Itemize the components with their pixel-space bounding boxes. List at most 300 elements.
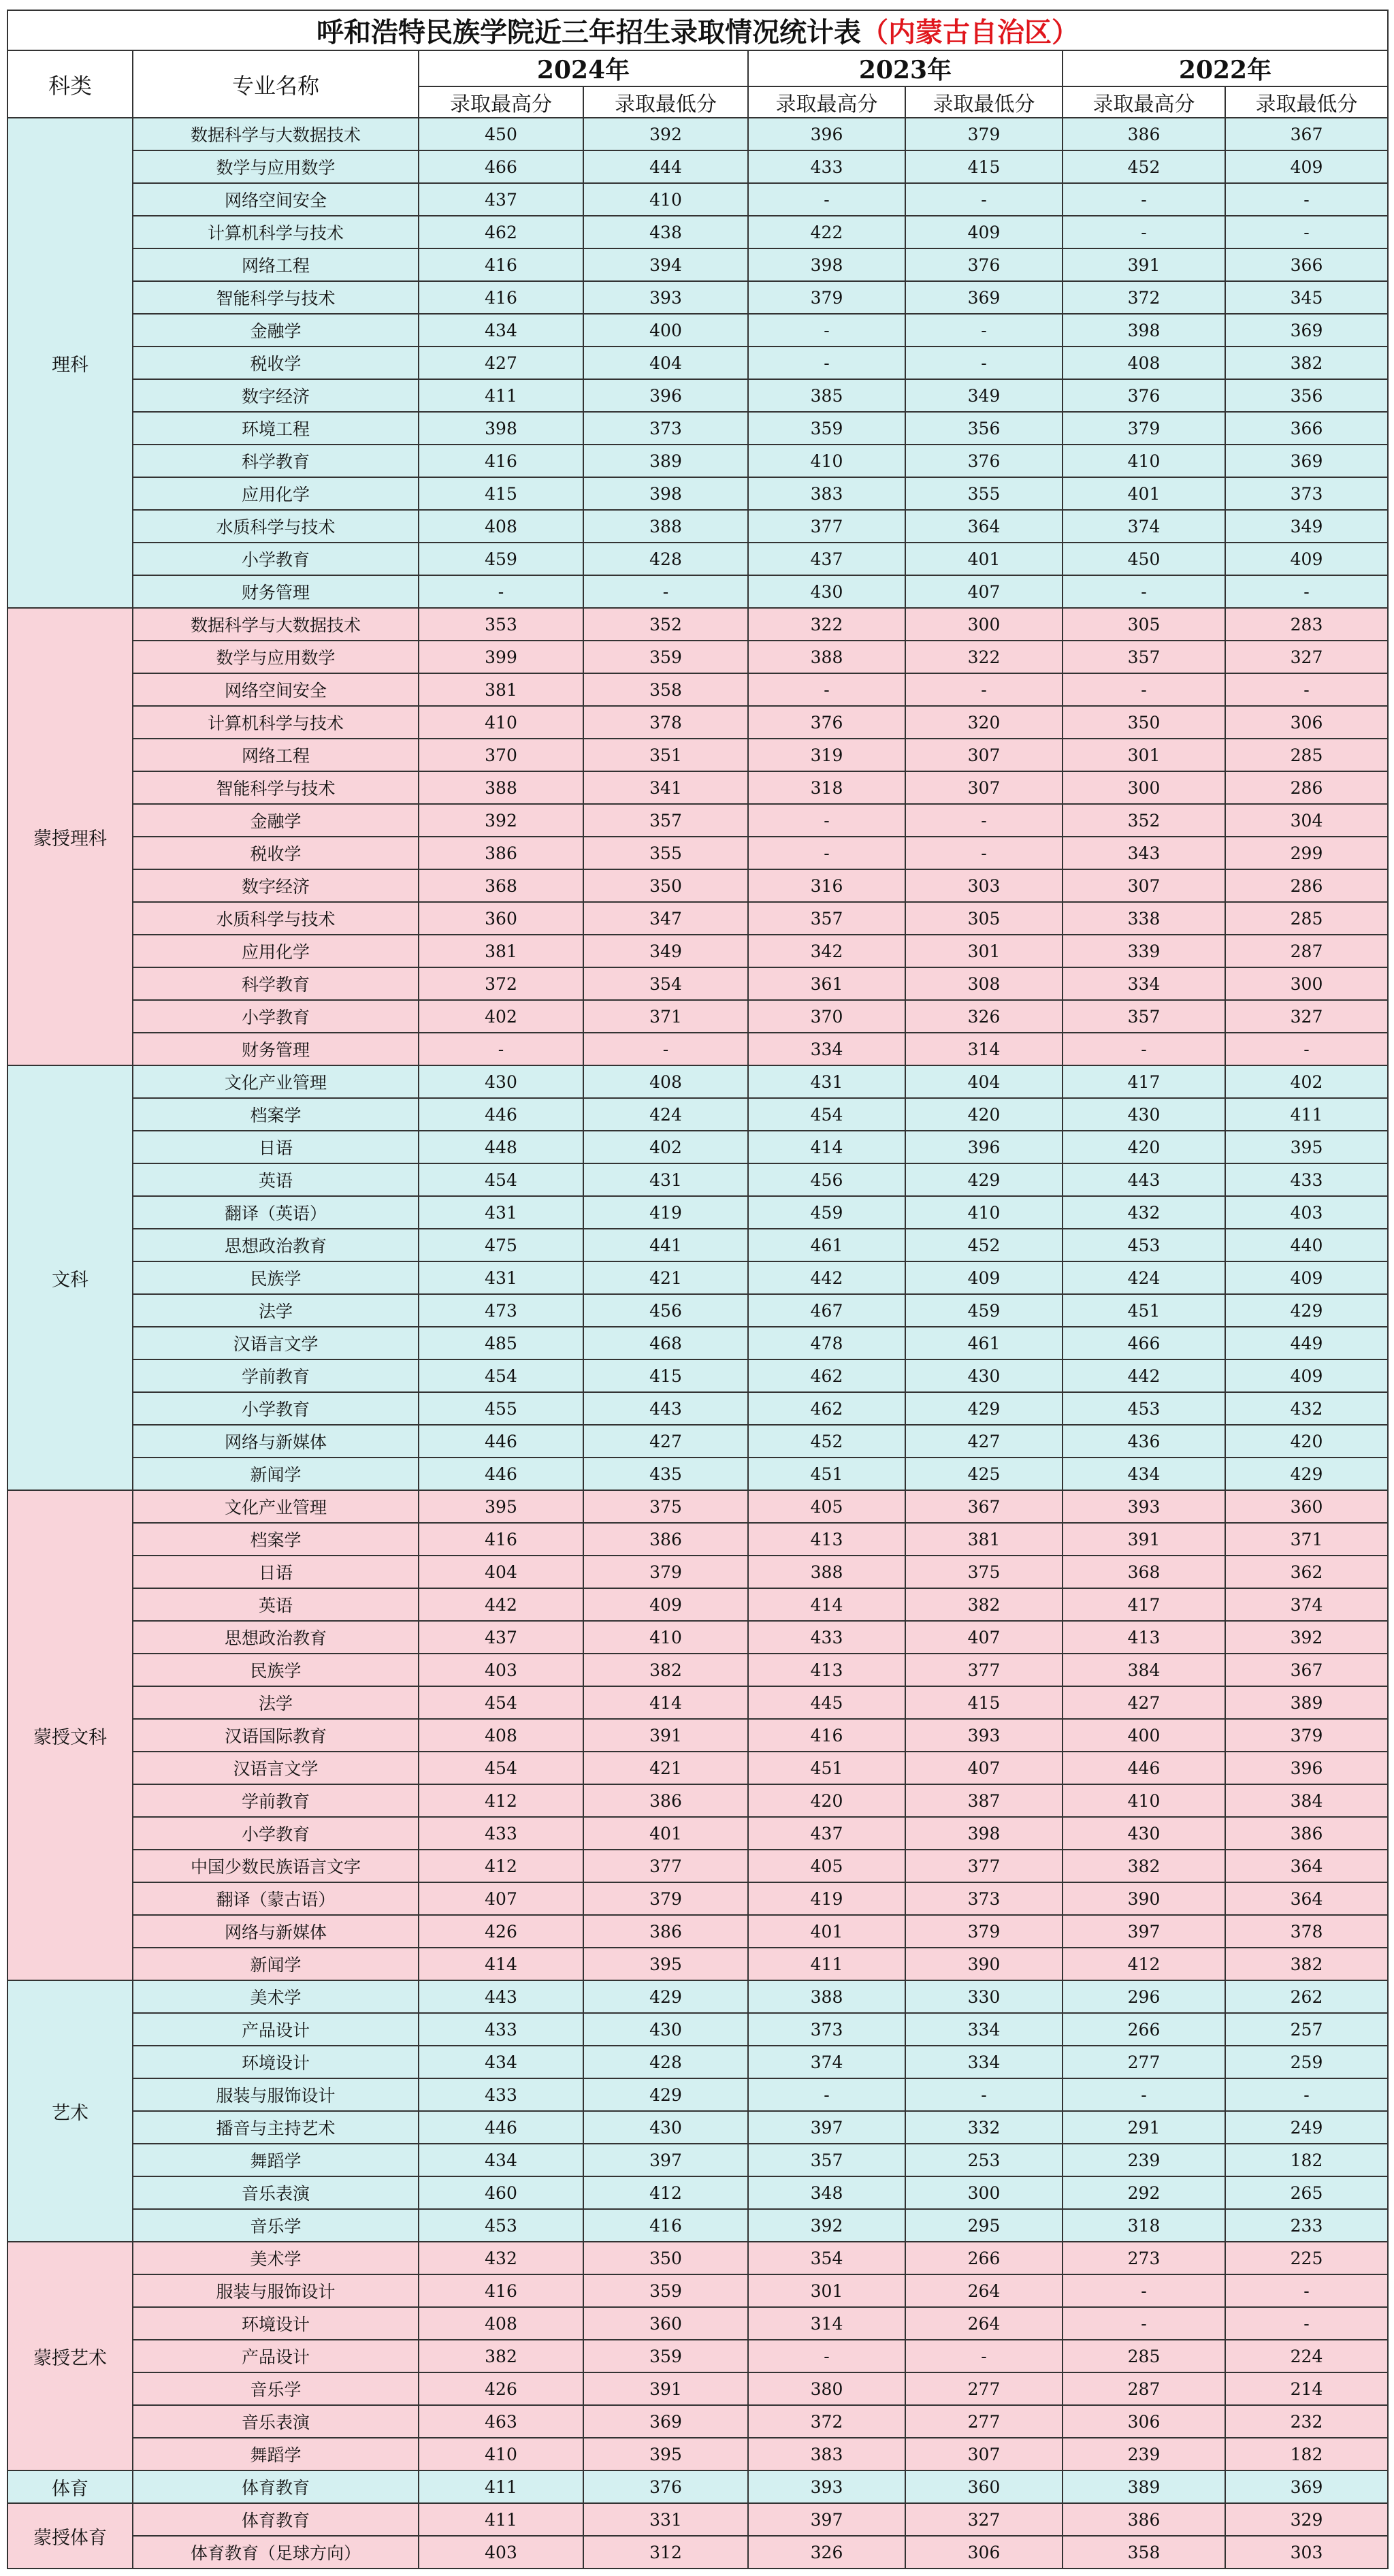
major-name-cell: 科学教育 [133, 967, 419, 1000]
score-min-2024-cell: 430 [583, 2013, 748, 2046]
score-min-2024-cell: 393 [583, 281, 748, 314]
score-max-2022-cell: 390 [1063, 1882, 1225, 1915]
table-row [7, 281, 1388, 314]
score-max-2024-cell: 437 [419, 1621, 583, 1654]
table-row [7, 1915, 1388, 1948]
score-max-2022-cell: 307 [1063, 869, 1225, 902]
score-min-2022-cell: - [1225, 1033, 1388, 1065]
major-name-cell: 服装与服饰设计 [133, 2078, 419, 2111]
score-min-2024-cell: 375 [583, 1490, 748, 1523]
score-max-2022-cell: 412 [1063, 1948, 1225, 1980]
table-row [7, 2242, 1388, 2274]
table-row [7, 2307, 1388, 2340]
score-max-2024-cell: 431 [419, 1261, 583, 1294]
score-max-2024-cell: 412 [419, 1784, 583, 1817]
score-min-2024-cell: 456 [583, 1294, 748, 1327]
score-min-2022-cell: 392 [1225, 1621, 1388, 1654]
score-max-2023-cell: 318 [748, 771, 905, 804]
score-min-2022-cell: 429 [1225, 1458, 1388, 1490]
score-max-2023-cell: - [748, 2078, 905, 2111]
score-max-2024-cell: 446 [419, 2111, 583, 2144]
score-max-2024-cell: 454 [419, 1686, 583, 1719]
major-name-cell: 小学教育 [133, 543, 419, 575]
score-min-2024-cell: 349 [583, 935, 748, 967]
score-min-2023-cell: 300 [905, 608, 1063, 641]
score-min-2024-cell: 421 [583, 1752, 748, 1784]
score-min-2022-cell: - [1225, 2307, 1388, 2340]
score-max-2023-cell: 361 [748, 967, 905, 1000]
score-min-2022-cell: 395 [1225, 1131, 1388, 1163]
score-max-2024-cell: 415 [419, 477, 583, 510]
score-max-2022-cell: 451 [1063, 1294, 1225, 1327]
header-min-2023: 录取最低分 [905, 86, 1063, 118]
score-max-2024-cell: 466 [419, 150, 583, 183]
table-row [7, 379, 1388, 412]
score-max-2024-cell: 416 [419, 281, 583, 314]
score-min-2022-cell: 420 [1225, 1425, 1388, 1458]
score-min-2024-cell: 416 [583, 2209, 748, 2242]
score-min-2022-cell: 403 [1225, 1196, 1388, 1229]
score-min-2024-cell: 438 [583, 216, 748, 248]
table-row [7, 1065, 1388, 1098]
score-max-2022-cell: 413 [1063, 1621, 1225, 1654]
score-max-2022-cell: 417 [1063, 1588, 1225, 1621]
score-max-2023-cell: 388 [748, 1980, 905, 2013]
table-row [7, 869, 1388, 902]
score-min-2023-cell: - [905, 837, 1063, 869]
score-max-2022-cell: 339 [1063, 935, 1225, 967]
score-min-2024-cell: 410 [583, 183, 748, 216]
score-max-2024-cell: 416 [419, 248, 583, 281]
major-name-cell: 金融学 [133, 804, 419, 837]
score-min-2024-cell: 357 [583, 804, 748, 837]
score-max-2023-cell: 380 [748, 2372, 905, 2405]
major-name-cell: 数据科学与大数据技术 [133, 118, 419, 150]
major-name-cell: 体育教育 [133, 2503, 419, 2536]
score-max-2022-cell: 334 [1063, 967, 1225, 1000]
score-min-2022-cell: 371 [1225, 1523, 1388, 1556]
score-min-2023-cell: 377 [905, 1850, 1063, 1882]
score-min-2024-cell: 388 [583, 510, 748, 543]
score-min-2022-cell: - [1225, 2078, 1388, 2111]
score-min-2022-cell: 225 [1225, 2242, 1388, 2274]
score-max-2024-cell: 353 [419, 608, 583, 641]
score-max-2022-cell: 273 [1063, 2242, 1225, 2274]
score-max-2022-cell: 239 [1063, 2144, 1225, 2176]
score-max-2023-cell: 456 [748, 1163, 905, 1196]
major-name-cell: 汉语国际教育 [133, 1719, 419, 1752]
table-body [7, 118, 1388, 2569]
score-max-2022-cell: 296 [1063, 1980, 1225, 2013]
score-max-2023-cell: 414 [748, 1588, 905, 1621]
major-name-cell: 水质科学与技术 [133, 510, 419, 543]
major-name-cell: 税收学 [133, 837, 419, 869]
header-year-2024: 2024年 [419, 50, 748, 86]
major-name-cell: 计算机科学与技术 [133, 216, 419, 248]
score-min-2023-cell: 376 [905, 248, 1063, 281]
score-min-2023-cell: 301 [905, 935, 1063, 967]
score-max-2022-cell: - [1063, 1033, 1225, 1065]
score-max-2023-cell: 301 [748, 2274, 905, 2307]
score-min-2022-cell: 257 [1225, 2013, 1388, 2046]
major-name-cell: 翻译（蒙古语） [133, 1882, 419, 1915]
score-max-2024-cell: 410 [419, 2438, 583, 2470]
table-row [7, 1490, 1388, 1523]
table-row [7, 2405, 1388, 2438]
score-min-2023-cell: 409 [905, 1261, 1063, 1294]
score-min-2023-cell: 305 [905, 902, 1063, 935]
score-max-2024-cell: 463 [419, 2405, 583, 2438]
major-name-cell: 日语 [133, 1131, 419, 1163]
score-max-2022-cell: 453 [1063, 1229, 1225, 1261]
score-max-2022-cell: 466 [1063, 1327, 1225, 1359]
category-cell: 文科 [7, 1065, 133, 1490]
score-min-2024-cell: 394 [583, 248, 748, 281]
score-min-2023-cell: 407 [905, 1752, 1063, 1784]
score-max-2023-cell: - [748, 183, 905, 216]
score-min-2024-cell: 369 [583, 2405, 748, 2438]
score-max-2022-cell: - [1063, 673, 1225, 706]
score-min-2022-cell: 366 [1225, 412, 1388, 445]
score-min-2023-cell: - [905, 804, 1063, 837]
score-max-2022-cell: 382 [1063, 1850, 1225, 1882]
major-name-cell: 美术学 [133, 1980, 419, 2013]
score-max-2023-cell: 433 [748, 1621, 905, 1654]
score-max-2024-cell: 446 [419, 1098, 583, 1131]
score-max-2023-cell: 398 [748, 248, 905, 281]
score-max-2023-cell: 316 [748, 869, 905, 902]
score-max-2023-cell: 334 [748, 1033, 905, 1065]
score-max-2022-cell: 318 [1063, 2209, 1225, 2242]
score-min-2023-cell: 415 [905, 150, 1063, 183]
score-min-2023-cell: 264 [905, 2274, 1063, 2307]
score-min-2022-cell: 432 [1225, 1392, 1388, 1425]
score-max-2023-cell: 388 [748, 1556, 905, 1588]
score-min-2023-cell: 277 [905, 2405, 1063, 2438]
table-row [7, 2503, 1388, 2536]
table-row [7, 935, 1388, 967]
score-max-2022-cell: - [1063, 2307, 1225, 2340]
score-min-2023-cell: - [905, 347, 1063, 379]
score-min-2023-cell: 320 [905, 706, 1063, 739]
score-max-2024-cell: 381 [419, 673, 583, 706]
major-name-cell: 智能科学与技术 [133, 771, 419, 804]
score-max-2023-cell: 459 [748, 1196, 905, 1229]
table-row [7, 1850, 1388, 1882]
score-max-2024-cell: 434 [419, 2046, 583, 2078]
score-max-2024-cell: 430 [419, 1065, 583, 1098]
table-row [7, 967, 1388, 1000]
score-max-2023-cell: 393 [748, 2470, 905, 2503]
table-row [7, 2438, 1388, 2470]
score-min-2023-cell: 356 [905, 412, 1063, 445]
score-max-2022-cell: 436 [1063, 1425, 1225, 1458]
major-name-cell: 网络空间安全 [133, 673, 419, 706]
score-max-2022-cell: 452 [1063, 150, 1225, 183]
score-max-2023-cell: - [748, 804, 905, 837]
table-row [7, 608, 1388, 641]
table-row [7, 1784, 1388, 1817]
header-year-2023: 2023年 [748, 50, 1063, 86]
score-min-2023-cell: 367 [905, 1490, 1063, 1523]
score-min-2023-cell: 277 [905, 2372, 1063, 2405]
score-min-2024-cell: 435 [583, 1458, 748, 1490]
score-max-2023-cell: 342 [748, 935, 905, 967]
score-min-2024-cell: 352 [583, 608, 748, 641]
table-row [7, 1948, 1388, 1980]
score-max-2022-cell: 410 [1063, 1784, 1225, 1817]
score-max-2024-cell: 434 [419, 2144, 583, 2176]
major-name-cell: 小学教育 [133, 1000, 419, 1033]
major-name-cell: 小学教育 [133, 1817, 419, 1850]
score-max-2023-cell: 431 [748, 1065, 905, 1098]
score-max-2024-cell: 426 [419, 1915, 583, 1948]
score-max-2024-cell: 410 [419, 706, 583, 739]
score-max-2022-cell: 446 [1063, 1752, 1225, 1784]
category-cell: 体育 [7, 2470, 133, 2503]
score-min-2023-cell: 307 [905, 771, 1063, 804]
score-min-2022-cell: 369 [1225, 2470, 1388, 2503]
major-name-cell: 网络工程 [133, 739, 419, 771]
score-min-2023-cell: 373 [905, 1882, 1063, 1915]
table-row [7, 1752, 1388, 1784]
score-max-2022-cell: 352 [1063, 804, 1225, 837]
major-name-cell: 法学 [133, 1294, 419, 1327]
header-min-2022: 录取最低分 [1225, 86, 1388, 118]
score-min-2023-cell: 409 [905, 216, 1063, 248]
score-min-2022-cell: 411 [1225, 1098, 1388, 1131]
score-max-2022-cell: - [1063, 575, 1225, 608]
score-max-2023-cell: - [748, 673, 905, 706]
score-max-2023-cell: 420 [748, 1784, 905, 1817]
table-row [7, 1654, 1388, 1686]
major-name-cell: 汉语言文学 [133, 1327, 419, 1359]
table-row [7, 1327, 1388, 1359]
header-major: 专业名称 [133, 50, 419, 118]
major-name-cell: 文化产业管理 [133, 1490, 419, 1523]
table-row [7, 1686, 1388, 1719]
score-min-2022-cell: 285 [1225, 902, 1388, 935]
table-row [7, 2046, 1388, 2078]
score-max-2024-cell: - [419, 1033, 583, 1065]
major-name-cell: 音乐表演 [133, 2405, 419, 2438]
table-row [7, 1588, 1388, 1621]
score-min-2024-cell: 424 [583, 1098, 748, 1131]
score-min-2024-cell: 400 [583, 314, 748, 347]
score-min-2024-cell: 359 [583, 641, 748, 673]
score-max-2022-cell: 291 [1063, 2111, 1225, 2144]
score-max-2024-cell: 370 [419, 739, 583, 771]
score-min-2022-cell: 433 [1225, 1163, 1388, 1196]
score-min-2023-cell: 334 [905, 2046, 1063, 2078]
score-max-2024-cell: 412 [419, 1850, 583, 1882]
score-max-2022-cell: 408 [1063, 347, 1225, 379]
score-min-2022-cell: 286 [1225, 869, 1388, 902]
score-min-2022-cell: 373 [1225, 477, 1388, 510]
score-max-2024-cell: 408 [419, 510, 583, 543]
table-row [7, 2470, 1388, 2503]
score-max-2023-cell: 437 [748, 1817, 905, 1850]
table-row [7, 216, 1388, 248]
score-min-2024-cell: 444 [583, 150, 748, 183]
score-max-2022-cell: 450 [1063, 543, 1225, 575]
score-max-2022-cell: 350 [1063, 706, 1225, 739]
category-cell: 理科 [7, 118, 133, 608]
score-max-2022-cell: 301 [1063, 739, 1225, 771]
score-max-2024-cell: 450 [419, 118, 583, 150]
score-min-2023-cell: 387 [905, 1784, 1063, 1817]
admission-stats-table [7, 10, 1389, 2569]
score-min-2022-cell: 382 [1225, 347, 1388, 379]
major-name-cell: 新闻学 [133, 1458, 419, 1490]
score-max-2024-cell: 442 [419, 1588, 583, 1621]
category-cell: 蒙授理科 [7, 608, 133, 1065]
major-name-cell: 日语 [133, 1556, 419, 1588]
table-row [7, 2144, 1388, 2176]
score-min-2023-cell: 396 [905, 1131, 1063, 1163]
score-max-2022-cell: 357 [1063, 1000, 1225, 1033]
score-min-2022-cell: 389 [1225, 1686, 1388, 1719]
score-max-2024-cell: 432 [419, 2242, 583, 2274]
major-name-cell: 应用化学 [133, 935, 419, 967]
table-row [7, 1556, 1388, 1588]
score-min-2023-cell: 376 [905, 445, 1063, 477]
score-max-2023-cell: 410 [748, 445, 905, 477]
score-min-2022-cell: 303 [1225, 2536, 1388, 2569]
score-min-2022-cell: 386 [1225, 1817, 1388, 1850]
major-name-cell: 中国少数民族语言文字 [133, 1850, 419, 1882]
score-min-2022-cell: 345 [1225, 281, 1388, 314]
score-min-2022-cell: 182 [1225, 2438, 1388, 2470]
table-row [7, 2078, 1388, 2111]
score-min-2022-cell: 409 [1225, 543, 1388, 575]
score-min-2023-cell: 379 [905, 1915, 1063, 1948]
score-min-2024-cell: 412 [583, 2176, 748, 2209]
score-min-2022-cell: - [1225, 183, 1388, 216]
score-min-2023-cell: 253 [905, 2144, 1063, 2176]
score-min-2023-cell: 355 [905, 477, 1063, 510]
score-min-2024-cell: 428 [583, 543, 748, 575]
score-min-2024-cell: 409 [583, 1588, 748, 1621]
score-max-2022-cell: 410 [1063, 445, 1225, 477]
score-max-2022-cell: 427 [1063, 1686, 1225, 1719]
header-category: 科类 [7, 50, 133, 118]
score-max-2023-cell: 396 [748, 118, 905, 150]
score-max-2023-cell: 374 [748, 2046, 905, 2078]
score-max-2024-cell: 475 [419, 1229, 583, 1261]
score-max-2022-cell: 305 [1063, 608, 1225, 641]
table-row [7, 1261, 1388, 1294]
major-name-cell: 汉语言文学 [133, 1752, 419, 1784]
score-min-2024-cell: 414 [583, 1686, 748, 1719]
score-min-2023-cell: 415 [905, 1686, 1063, 1719]
score-min-2024-cell: 430 [583, 2111, 748, 2144]
score-min-2024-cell: 354 [583, 967, 748, 1000]
score-min-2022-cell: 429 [1225, 1294, 1388, 1327]
score-max-2024-cell: 382 [419, 2340, 583, 2372]
table-row [7, 804, 1388, 837]
score-max-2022-cell: 384 [1063, 1654, 1225, 1686]
score-min-2022-cell: 327 [1225, 641, 1388, 673]
score-min-2023-cell: 360 [905, 2470, 1063, 2503]
score-min-2022-cell: 449 [1225, 1327, 1388, 1359]
score-max-2022-cell: 391 [1063, 1523, 1225, 1556]
major-name-cell: 音乐学 [133, 2209, 419, 2242]
score-max-2024-cell: 411 [419, 379, 583, 412]
score-min-2023-cell: 327 [905, 2503, 1063, 2536]
table-row [7, 150, 1388, 183]
score-min-2023-cell: 375 [905, 1556, 1063, 1588]
score-max-2024-cell: 455 [419, 1392, 583, 1425]
score-min-2023-cell: 398 [905, 1817, 1063, 1850]
score-max-2024-cell: 446 [419, 1458, 583, 1490]
score-min-2023-cell: 307 [905, 2438, 1063, 2470]
score-max-2022-cell: 266 [1063, 2013, 1225, 2046]
score-max-2023-cell: 445 [748, 1686, 905, 1719]
score-min-2024-cell: 429 [583, 1980, 748, 2013]
table-row [7, 2111, 1388, 2144]
score-max-2022-cell: 389 [1063, 2470, 1225, 2503]
major-name-cell: 学前教育 [133, 1359, 419, 1392]
score-min-2023-cell: 334 [905, 2013, 1063, 2046]
score-min-2023-cell: 401 [905, 543, 1063, 575]
score-max-2022-cell: 400 [1063, 1719, 1225, 1752]
score-max-2024-cell: 433 [419, 2013, 583, 2046]
score-max-2024-cell: 404 [419, 1556, 583, 1588]
major-name-cell: 网络空间安全 [133, 183, 419, 216]
table-row [7, 1719, 1388, 1752]
score-min-2024-cell: 331 [583, 2503, 748, 2536]
score-min-2023-cell: 382 [905, 1588, 1063, 1621]
table-row [7, 1458, 1388, 1490]
score-min-2022-cell: 367 [1225, 118, 1388, 150]
score-min-2024-cell: 386 [583, 1523, 748, 1556]
table-row [7, 1425, 1388, 1458]
score-max-2023-cell: 413 [748, 1523, 905, 1556]
score-min-2024-cell: 378 [583, 706, 748, 739]
score-max-2024-cell: 434 [419, 314, 583, 347]
score-min-2023-cell: 420 [905, 1098, 1063, 1131]
category-cell: 艺术 [7, 1980, 133, 2242]
score-min-2022-cell: 374 [1225, 1588, 1388, 1621]
score-max-2023-cell: 392 [748, 2209, 905, 2242]
score-max-2023-cell: 370 [748, 1000, 905, 1033]
score-max-2022-cell: 434 [1063, 1458, 1225, 1490]
score-max-2024-cell: 454 [419, 1752, 583, 1784]
score-min-2023-cell: 332 [905, 2111, 1063, 2144]
score-min-2022-cell: 367 [1225, 1654, 1388, 1686]
score-min-2024-cell: 443 [583, 1392, 748, 1425]
score-min-2022-cell: 382 [1225, 1948, 1388, 1980]
table-row [7, 510, 1388, 543]
score-max-2022-cell: 372 [1063, 281, 1225, 314]
score-max-2024-cell: 448 [419, 1131, 583, 1163]
score-max-2022-cell: 393 [1063, 1490, 1225, 1523]
score-min-2022-cell: 402 [1225, 1065, 1388, 1098]
score-max-2023-cell: 383 [748, 2438, 905, 2470]
score-max-2024-cell: 454 [419, 1359, 583, 1392]
score-max-2023-cell: 357 [748, 902, 905, 935]
major-name-cell: 体育教育（足球方向） [133, 2536, 419, 2569]
score-min-2024-cell: 341 [583, 771, 748, 804]
major-name-cell: 数字经济 [133, 379, 419, 412]
score-min-2022-cell: 233 [1225, 2209, 1388, 2242]
score-min-2022-cell: 304 [1225, 804, 1388, 837]
score-min-2022-cell: 287 [1225, 935, 1388, 967]
table-row [7, 2209, 1388, 2242]
score-max-2024-cell: 454 [419, 1163, 583, 1196]
score-min-2023-cell: 303 [905, 869, 1063, 902]
